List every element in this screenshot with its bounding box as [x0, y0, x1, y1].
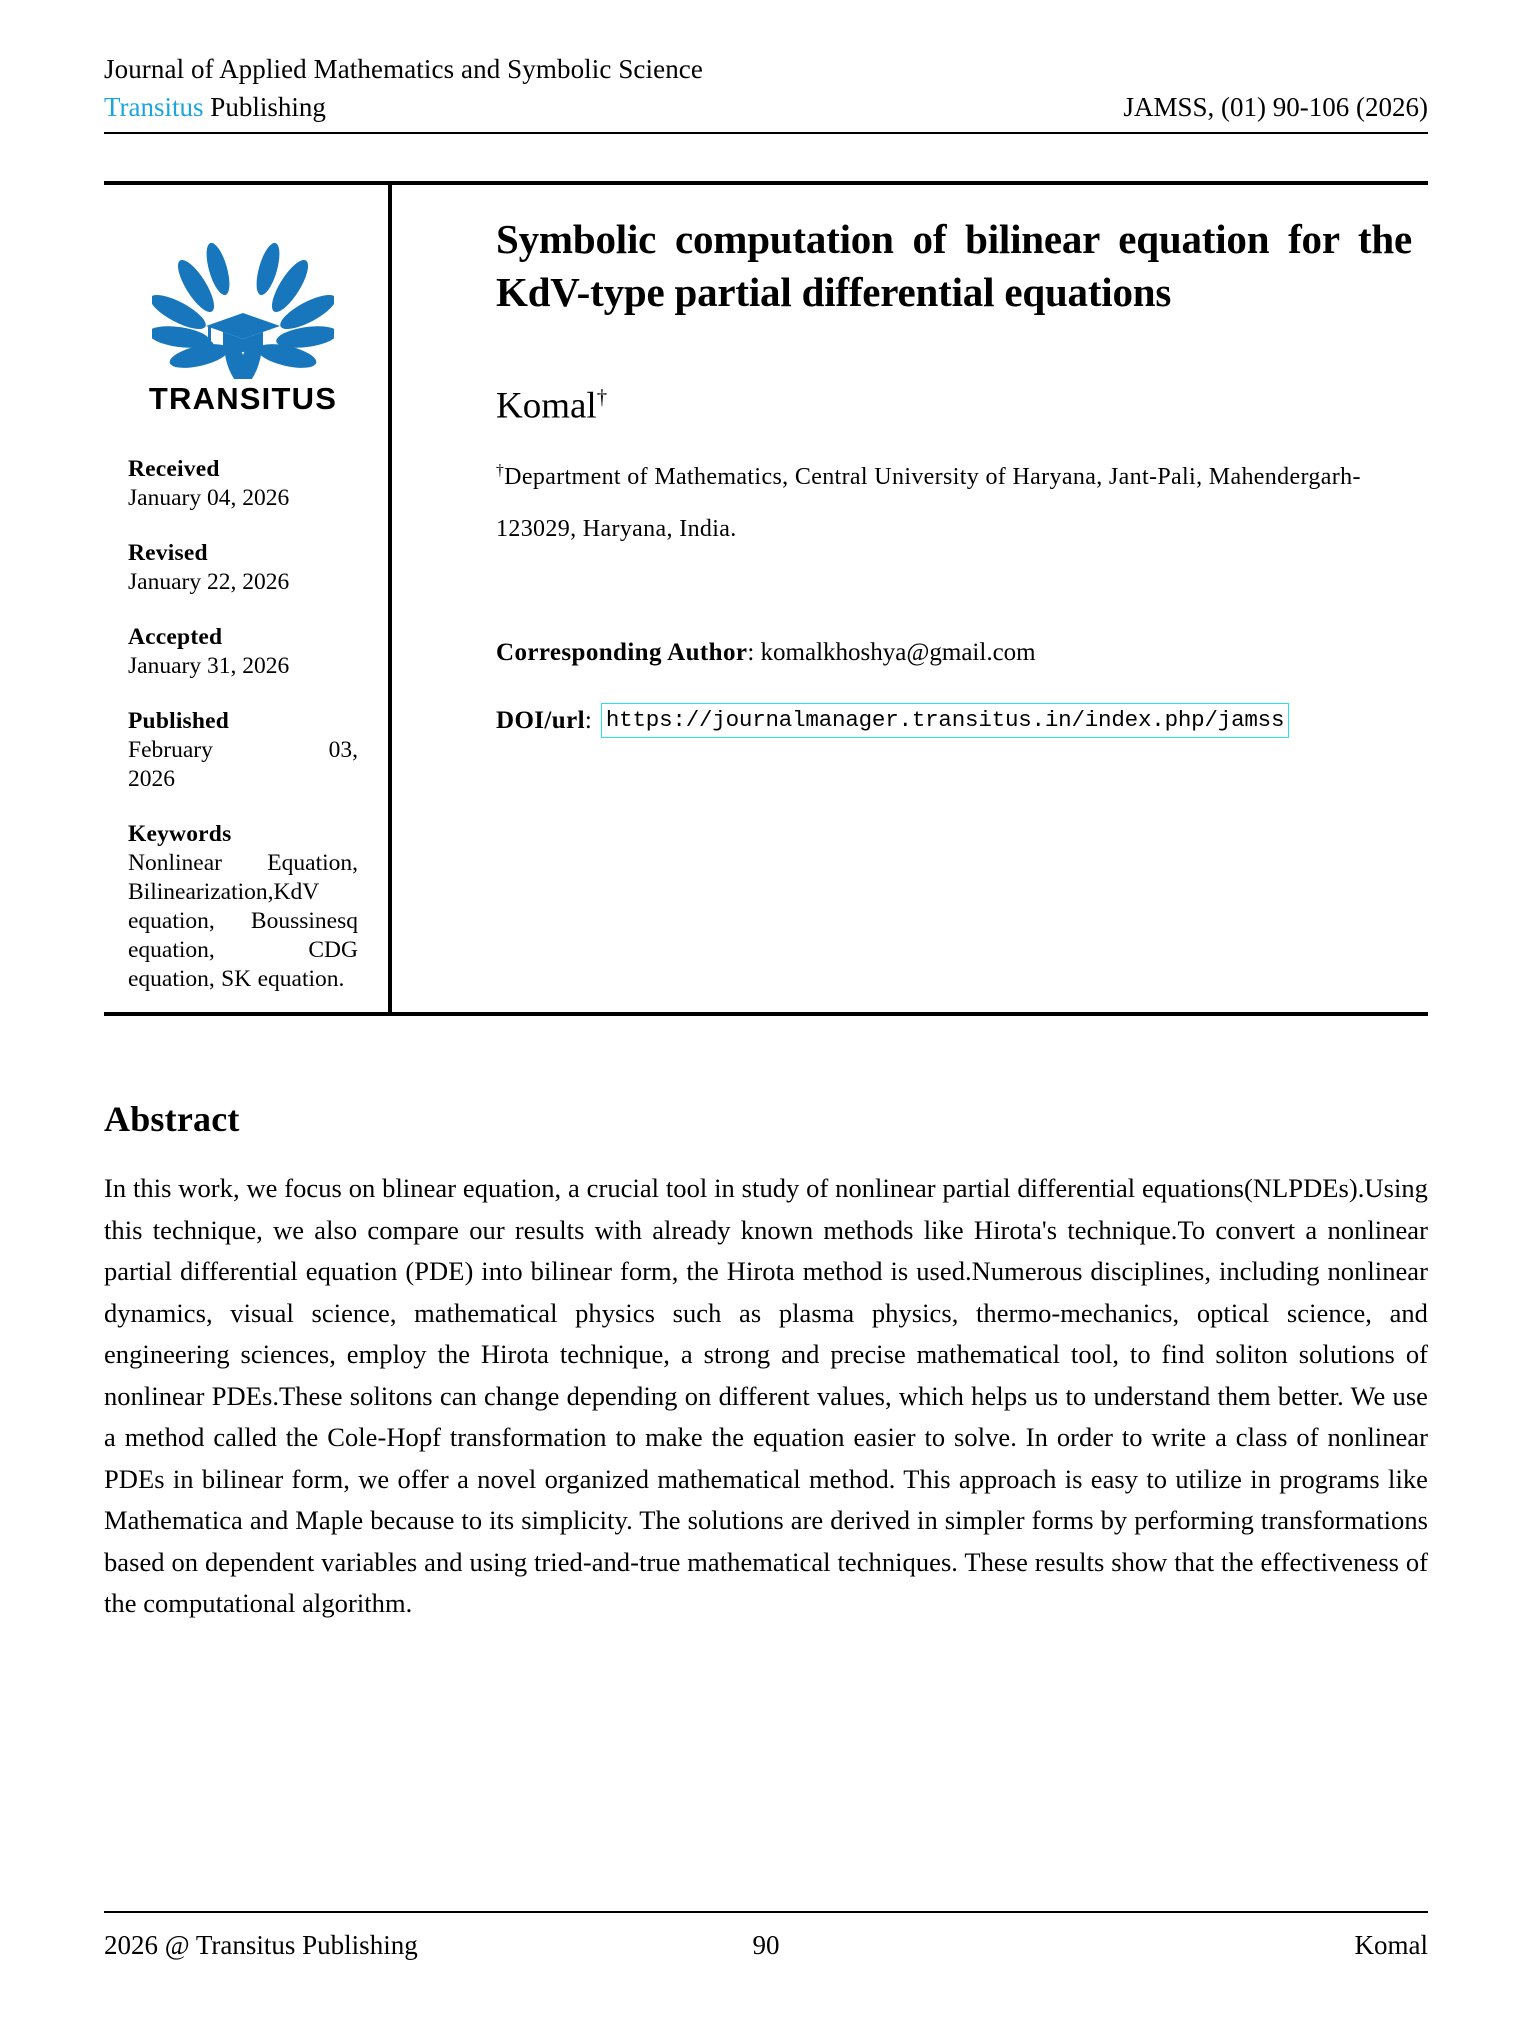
- keywords-label: Keywords: [128, 821, 232, 847]
- metadata-revised: [128, 539, 358, 597]
- corresponding-author-email[interactable]: komalkhoshya@gmail.com: [760, 639, 1036, 667]
- metadata-received: [128, 455, 358, 513]
- publisher-logo: [128, 207, 358, 417]
- metadata-value: January 31, 2026: [128, 653, 290, 679]
- logo-wordmark: TRANSITUS: [148, 381, 338, 416]
- metadata-list: [128, 455, 358, 994]
- publisher-name: [104, 90, 326, 124]
- doi-row: [496, 703, 1412, 738]
- affiliation-marker: †: [496, 462, 505, 480]
- running-head: [104, 0, 1428, 134]
- page-footer: [104, 1911, 1428, 1962]
- metadata-label: Accepted: [128, 624, 223, 650]
- doi-label: DOI/url: [496, 706, 585, 734]
- publisher-suffix: Publishing: [203, 92, 326, 122]
- abstract-heading: Abstract: [104, 1099, 240, 1139]
- metadata-value: January 22, 2026: [128, 569, 290, 595]
- metadata-published: [128, 707, 358, 794]
- metadata-keywords: [128, 820, 358, 994]
- corresponding-separator: :: [747, 639, 761, 667]
- metadata-value-month: February: [128, 737, 213, 763]
- article-header-main: [392, 185, 1428, 1012]
- author-name: [496, 375, 1412, 429]
- keywords-value: Nonlinear Equation, Bilinearization,KdV equation, Boussinesq equation, CDG equation, SK equation.: [128, 850, 358, 992]
- metadata-label: Received: [128, 456, 220, 482]
- page-number: 90: [752, 1930, 780, 1960]
- abstract-text: In this work, we focus on blinear equation, a crucial tool in study of nonlinear partial differential equations(NLPDEs).Using this technique, we also compare our results with already known methods like Hirota's technique.To convert a nonlinear partial differential equation (PDE) into bilinear form, the Hirota method is used.Numerous disciplines, including nonlinear dynamics, visual science, mathematical physics such as plasma physics, thermo-mechanics, optical science, and engineering sciences, employ the Hirota technique, a strong and precise mathematical tool, to find soliton solutions of nonlinear PDEs.These solitons can change depending on different values, which helps us to understand them better. We use a method called the Cole-Hopf transformation to make the equation easier to solve. In order to write a class of nonlinear PDEs in bilinear form, we offer a novel organized mathematical method. This approach is easy to utilize in programs like Mathematica and Maple because to its simplicity. The solutions are derived in simpler forms by performing transformations based on dependent variables and using tried-and-true mathematical techniques. These results show that the effectiveness of the computational algorithm.: [104, 1173, 1428, 1618]
- article-info-frame: [104, 181, 1428, 1016]
- doi-separator: :: [584, 706, 592, 734]
- footer-row: [104, 1913, 1428, 1962]
- page-title: Symbolic computation of bilinear equation for the KdV-type partial differential equations: [496, 216, 1412, 315]
- metadata-value-day: 03,: [328, 737, 358, 763]
- metadata-accepted: [128, 623, 358, 681]
- publisher-brand: Transitus: [104, 92, 204, 122]
- doi-url-link[interactable]: https://journalmanager.transitus.in/index.php/jamss: [601, 703, 1289, 738]
- journal-name: Journal of Applied Mathematics and Symbolic Science: [104, 54, 703, 84]
- laurel-wreath-graduation-cap-logo: [152, 229, 334, 379]
- metadata-value-year: 2026: [128, 766, 175, 792]
- author-affiliation-marker: †: [596, 387, 608, 409]
- article-metadata-sidebar: [104, 185, 392, 1012]
- corresponding-author: [496, 637, 1412, 669]
- corresponding-author-label: Corresponding Author: [496, 639, 748, 667]
- metadata-value: [128, 736, 358, 765]
- metadata-label: Revised: [128, 540, 208, 566]
- running-head-second-line: [104, 86, 1428, 124]
- journal-citation: JAMSS, (01) 90-106 (2026): [1123, 92, 1428, 122]
- affiliation-text: Department of Mathematics, Central University of Haryana, Jant-Pali, Mahendergarh-123029, Haryana, India.: [496, 464, 1361, 543]
- footer-author: Komal: [1354, 1930, 1428, 1960]
- running-head-rule: [104, 132, 1428, 134]
- footer-copyright: 2026 @ Transitus Publishing: [104, 1930, 418, 1960]
- affiliation: [496, 445, 1412, 555]
- metadata-value: January 04, 2026: [128, 485, 290, 511]
- metadata-label: Published: [128, 708, 230, 734]
- author-label: Komal: [496, 385, 597, 427]
